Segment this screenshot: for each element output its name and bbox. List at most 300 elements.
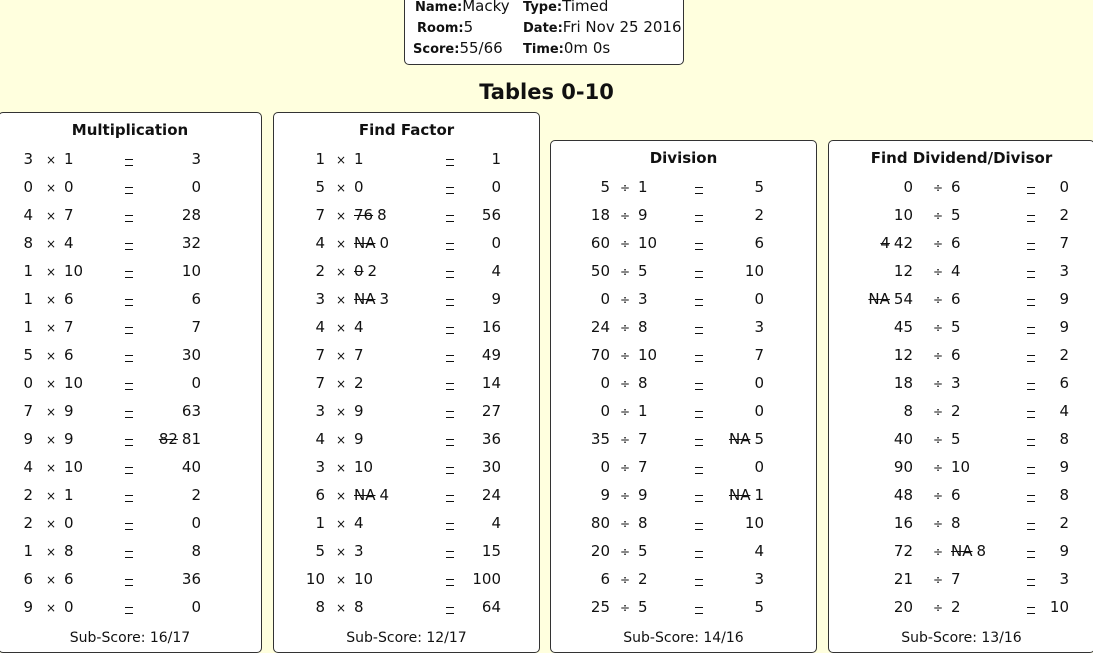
operand-a-value: 4 — [23, 206, 33, 224]
operand-b — [951, 486, 961, 504]
operand-a-value: 4 — [23, 458, 33, 476]
operator: × — [46, 265, 57, 279]
operand-a — [315, 290, 325, 308]
equals-sign-icon — [446, 551, 454, 558]
operand-a — [315, 598, 325, 616]
result-value: 40 — [181, 458, 201, 476]
operand-b-value: 8 — [638, 318, 648, 336]
panel-multiplication — [0, 112, 262, 653]
result-value: 49 — [481, 346, 501, 364]
operand-a-value: 70 — [590, 346, 610, 364]
operand-a — [600, 402, 610, 420]
operand-b — [354, 318, 364, 336]
result-value: 2 — [191, 486, 201, 504]
operand-b — [64, 374, 83, 392]
result-value: 3 — [1059, 570, 1069, 588]
operand-b-value: 10 — [64, 458, 84, 476]
operand-a-value: 0 — [23, 178, 33, 196]
operand-b-value: 9 — [354, 430, 364, 448]
result — [754, 598, 764, 616]
operand-b-value: 7 — [638, 458, 648, 476]
result — [1059, 234, 1069, 252]
result-value: 0 — [191, 598, 201, 616]
operand-b — [951, 262, 961, 280]
operand-a-value: 1 — [315, 150, 325, 168]
result-value: 10 — [744, 262, 764, 280]
operand-a — [894, 430, 913, 448]
equals-sign-icon — [695, 579, 703, 586]
result-value: 7 — [191, 318, 201, 336]
operand-a-value: 6 — [315, 486, 325, 504]
equation-row — [551, 230, 816, 258]
equation-row — [829, 286, 1093, 314]
operand-b-value: 7 — [64, 318, 74, 336]
operand-b-value: 10 — [638, 234, 658, 252]
result — [159, 430, 201, 448]
result-value: 0 — [754, 290, 764, 308]
operand-b — [638, 570, 648, 588]
equals-sign-icon — [695, 187, 703, 194]
equation-row — [274, 426, 539, 454]
operand-b — [354, 150, 364, 168]
equation-row — [829, 538, 1093, 566]
operand-a-value: 42 — [893, 234, 913, 252]
operand-b — [638, 262, 648, 280]
result — [754, 458, 764, 476]
operand-a — [868, 290, 913, 308]
operand-b-value: 1 — [354, 150, 364, 168]
operand-a — [23, 234, 33, 252]
equals-sign-icon — [125, 383, 133, 390]
operand-b — [638, 402, 648, 420]
operand-a — [600, 570, 610, 588]
wrong-answer: 82 — [158, 430, 178, 448]
operand-b-value: 9 — [638, 206, 648, 224]
operand-b — [354, 402, 364, 420]
result — [191, 598, 201, 616]
operand-a-value: 1 — [23, 318, 33, 336]
operand-a — [591, 234, 610, 252]
equation-row — [0, 398, 261, 426]
room-field — [417, 18, 473, 36]
operand-a — [591, 430, 610, 448]
equation-row — [551, 370, 816, 398]
result-value: 0 — [491, 234, 501, 252]
result-value: 10 — [1049, 598, 1069, 616]
operand-a — [894, 486, 913, 504]
operand-b — [638, 346, 657, 364]
result-value: 2 — [754, 206, 764, 224]
operand-a — [600, 486, 610, 504]
operand-a-value: 18 — [893, 374, 913, 392]
equals-sign-icon — [446, 299, 454, 306]
result-value: 0 — [191, 514, 201, 532]
operand-b — [951, 374, 961, 392]
equation-row — [0, 174, 261, 202]
operator: ÷ — [620, 489, 631, 503]
equation-row — [274, 594, 539, 622]
result — [182, 262, 201, 280]
operand-a-value: 40 — [893, 430, 913, 448]
operand-b-value: 1 — [64, 486, 74, 504]
result — [472, 570, 501, 588]
operand-b — [64, 514, 74, 532]
operand-a — [23, 458, 33, 476]
operator: × — [336, 573, 347, 587]
operand-b-value: 7 — [951, 570, 961, 588]
score-label: Score: — [413, 42, 460, 57]
operand-a — [591, 598, 610, 616]
operand-b — [64, 234, 74, 252]
equals-sign-icon — [1027, 523, 1035, 530]
result — [754, 178, 764, 196]
operand-a — [894, 206, 913, 224]
result — [754, 346, 764, 364]
operand-a-value: 0 — [600, 458, 610, 476]
result — [1059, 514, 1069, 532]
operand-a-value: 0 — [23, 374, 33, 392]
result-value: 81 — [181, 430, 201, 448]
result-value: 0 — [191, 374, 201, 392]
wrong-answer: NA — [354, 290, 376, 308]
equation-row — [551, 258, 816, 286]
equals-sign-icon — [446, 355, 454, 362]
operand-b — [638, 598, 648, 616]
operand-b — [64, 570, 74, 588]
result-value: 0 — [191, 178, 201, 196]
operand-b — [354, 570, 373, 588]
equation-row — [551, 566, 816, 594]
equation-row — [551, 510, 816, 538]
operand-a — [600, 178, 610, 196]
operand-a-value: 1 — [315, 514, 325, 532]
equals-sign-icon — [125, 215, 133, 222]
operator: × — [46, 405, 57, 419]
result — [482, 542, 501, 560]
operand-b — [354, 234, 389, 252]
operator: ÷ — [933, 433, 944, 447]
result — [754, 206, 764, 224]
equals-sign-icon — [695, 411, 703, 418]
result — [745, 514, 764, 532]
operand-a-value: 80 — [590, 514, 610, 532]
operator: ÷ — [620, 265, 631, 279]
equals-sign-icon — [1027, 467, 1035, 474]
operand-b-value: 10 — [354, 458, 374, 476]
equals-sign-icon — [125, 607, 133, 614]
operand-b-value: 0 — [64, 178, 74, 196]
result-value: 0 — [754, 402, 764, 420]
operand-a — [600, 374, 610, 392]
result-value: 5 — [754, 178, 764, 196]
result-value: 6 — [1059, 374, 1069, 392]
operand-b-value: 9 — [64, 402, 74, 420]
result-value: 1 — [754, 486, 764, 504]
operator: × — [336, 601, 347, 615]
result — [182, 346, 201, 364]
operand-a — [23, 598, 33, 616]
result-value: 8 — [1059, 430, 1069, 448]
operand-b — [64, 290, 74, 308]
operand-b — [951, 290, 961, 308]
operator: ÷ — [933, 321, 944, 335]
result-value: 9 — [1059, 318, 1069, 336]
equation-row — [0, 314, 261, 342]
operand-a-value: 8 — [903, 402, 913, 420]
operator: × — [336, 489, 347, 503]
equals-sign-icon — [695, 383, 703, 390]
result — [482, 374, 501, 392]
operator: × — [336, 461, 347, 475]
operand-b-value: 9 — [354, 402, 364, 420]
equals-sign-icon — [1027, 411, 1035, 418]
wrong-answer: NA — [951, 542, 973, 560]
operator: × — [46, 293, 57, 307]
operand-a — [23, 514, 33, 532]
result-value: 16 — [481, 318, 501, 336]
operator: ÷ — [620, 209, 631, 223]
operand-a — [315, 318, 325, 336]
equation-row — [551, 314, 816, 342]
result-value: 6 — [191, 290, 201, 308]
result-value: 3 — [191, 150, 201, 168]
operand-b — [951, 402, 961, 420]
operand-b-value: 8 — [64, 542, 74, 560]
operand-a-value: 0 — [600, 290, 610, 308]
equals-sign-icon — [695, 355, 703, 362]
equals-sign-icon — [125, 439, 133, 446]
operand-b-value: 5 — [951, 206, 961, 224]
result-value: 1 — [491, 150, 501, 168]
operand-a — [23, 430, 33, 448]
operand-b-value: 9 — [638, 486, 648, 504]
equals-sign-icon — [446, 439, 454, 446]
operand-a-value: 5 — [315, 178, 325, 196]
operator: ÷ — [620, 461, 631, 475]
operand-b — [64, 430, 74, 448]
operator: × — [336, 209, 347, 223]
equation-row — [551, 454, 816, 482]
operand-a-value: 7 — [315, 374, 325, 392]
operand-a-value: 5 — [600, 178, 610, 196]
equation-row — [274, 566, 539, 594]
operator: × — [336, 349, 347, 363]
result-value: 32 — [181, 234, 201, 252]
operand-a-value: 72 — [893, 542, 913, 560]
operator: × — [46, 601, 57, 615]
equation-row — [274, 230, 539, 258]
equation-row — [551, 174, 816, 202]
equation-row — [274, 370, 539, 398]
operand-b — [951, 542, 986, 560]
operand-b-value: 7 — [354, 346, 364, 364]
operand-a-value: 45 — [893, 318, 913, 336]
result-value: 27 — [481, 402, 501, 420]
operand-a — [23, 542, 33, 560]
operand-a — [315, 430, 325, 448]
equals-sign-icon — [125, 243, 133, 250]
result-value: 64 — [481, 598, 501, 616]
operand-a-value: 12 — [893, 262, 913, 280]
operator: ÷ — [620, 293, 631, 307]
result-value: 63 — [181, 402, 201, 420]
page-title: Tables 0-10 — [479, 80, 614, 104]
equals-sign-icon — [1027, 495, 1035, 502]
operand-a-value: 24 — [590, 318, 610, 336]
operand-b-value: 5 — [951, 318, 961, 336]
operand-a-value: 8 — [315, 598, 325, 616]
operand-b — [951, 234, 961, 252]
equals-sign-icon — [125, 271, 133, 278]
result-value: 10 — [181, 262, 201, 280]
equation-row — [829, 454, 1093, 482]
operand-a — [23, 206, 33, 224]
result — [1050, 598, 1069, 616]
panel-title: Find Dividend/Divisor — [870, 149, 1053, 167]
operand-b — [64, 486, 74, 504]
operator: × — [46, 433, 57, 447]
operand-b-value: 8 — [377, 206, 387, 224]
date-label: Date: — [523, 21, 563, 36]
sub-score: Sub-Score: 16/17 — [69, 630, 191, 646]
equals-sign-icon — [1027, 271, 1035, 278]
operator: × — [46, 461, 57, 475]
result-value: 0 — [1059, 178, 1069, 196]
operand-b — [64, 402, 74, 420]
operand-b-value: 2 — [354, 374, 364, 392]
operator: ÷ — [620, 405, 631, 419]
operand-a-value: 2 — [315, 262, 325, 280]
wrong-answer: NA — [728, 430, 751, 448]
operand-a — [894, 598, 913, 616]
operand-a — [23, 150, 33, 168]
operator: × — [336, 293, 347, 307]
equation-row — [274, 146, 539, 174]
result — [482, 346, 501, 364]
result-value: 4 — [754, 542, 764, 560]
operator: × — [336, 153, 347, 167]
operand-b-value: 10 — [64, 262, 84, 280]
sub-score: Sub-Score: 13/16 — [901, 630, 1022, 646]
operand-b — [951, 318, 961, 336]
equation-row — [0, 286, 261, 314]
operand-b-value: 2 — [367, 262, 378, 280]
equals-sign-icon — [125, 495, 133, 502]
operator: ÷ — [933, 209, 944, 223]
operand-b — [354, 374, 364, 392]
operand-a-value: 4 — [315, 234, 325, 252]
result — [754, 402, 764, 420]
equation-row — [0, 230, 261, 258]
operand-b — [354, 346, 364, 364]
result — [754, 290, 764, 308]
equation-row — [829, 566, 1093, 594]
equals-sign-icon — [695, 551, 703, 558]
operand-a — [23, 402, 33, 420]
equation-row — [0, 510, 261, 538]
equals-sign-icon — [695, 607, 703, 614]
equals-sign-icon — [125, 159, 133, 166]
operand-b — [64, 458, 83, 476]
operand-b — [638, 542, 648, 560]
operand-b-value: 5 — [638, 542, 648, 560]
operand-a — [23, 178, 33, 196]
operand-b-value: 8 — [976, 542, 987, 560]
result — [182, 206, 201, 224]
operand-b-value: 10 — [64, 374, 84, 392]
operator: ÷ — [620, 377, 631, 391]
operator: × — [336, 433, 347, 447]
result — [1059, 318, 1069, 336]
result-value: 3 — [1059, 262, 1069, 280]
operand-b — [64, 262, 83, 280]
operand-b-value: 6 — [64, 346, 74, 364]
operator: ÷ — [620, 181, 631, 195]
equation-row — [829, 426, 1093, 454]
equals-sign-icon — [125, 523, 133, 530]
equation-row — [829, 174, 1093, 202]
equation-row — [274, 538, 539, 566]
operand-a — [315, 234, 325, 252]
equals-sign-icon — [695, 243, 703, 250]
operand-a-value: 20 — [893, 598, 913, 616]
result — [729, 430, 764, 448]
result — [1059, 290, 1069, 308]
type-label: Type: — [523, 0, 563, 15]
equals-sign-icon — [446, 467, 454, 474]
operand-a-value: 9 — [600, 486, 610, 504]
result — [491, 290, 501, 308]
equals-sign-icon — [695, 467, 703, 474]
result-value: 4 — [491, 514, 501, 532]
operand-a-value: 18 — [590, 206, 610, 224]
operator: ÷ — [933, 405, 944, 419]
operator: × — [46, 209, 57, 223]
operand-a-value: 6 — [600, 570, 610, 588]
equation-row — [551, 426, 816, 454]
room-label: Room: — [417, 21, 464, 36]
equation-row — [274, 286, 539, 314]
operand-a-value: 0 — [903, 178, 913, 196]
equals-sign-icon — [446, 523, 454, 530]
result — [754, 374, 764, 392]
operand-a-value: 4 — [315, 318, 325, 336]
result — [482, 206, 501, 224]
operator: ÷ — [933, 545, 944, 559]
equation-row — [829, 594, 1093, 622]
operand-a-value: 7 — [315, 206, 325, 224]
panel-title: Find Factor — [358, 121, 455, 139]
operand-a-value: 5 — [23, 346, 33, 364]
equals-sign-icon — [446, 411, 454, 418]
operator: × — [336, 517, 347, 531]
equals-sign-icon — [125, 551, 133, 558]
operand-a-value: 0 — [600, 402, 610, 420]
operator: × — [46, 517, 57, 531]
equation-row — [0, 538, 261, 566]
operator: × — [336, 321, 347, 335]
operand-a — [315, 374, 325, 392]
operand-b-value: 8 — [951, 514, 961, 532]
equation-row — [0, 482, 261, 510]
result — [191, 178, 201, 196]
operand-b — [638, 514, 648, 532]
operand-b-value: 1 — [638, 178, 648, 196]
result-value: 3 — [754, 570, 764, 588]
operand-b — [951, 178, 961, 196]
equals-sign-icon — [1027, 187, 1035, 194]
result — [1059, 430, 1069, 448]
